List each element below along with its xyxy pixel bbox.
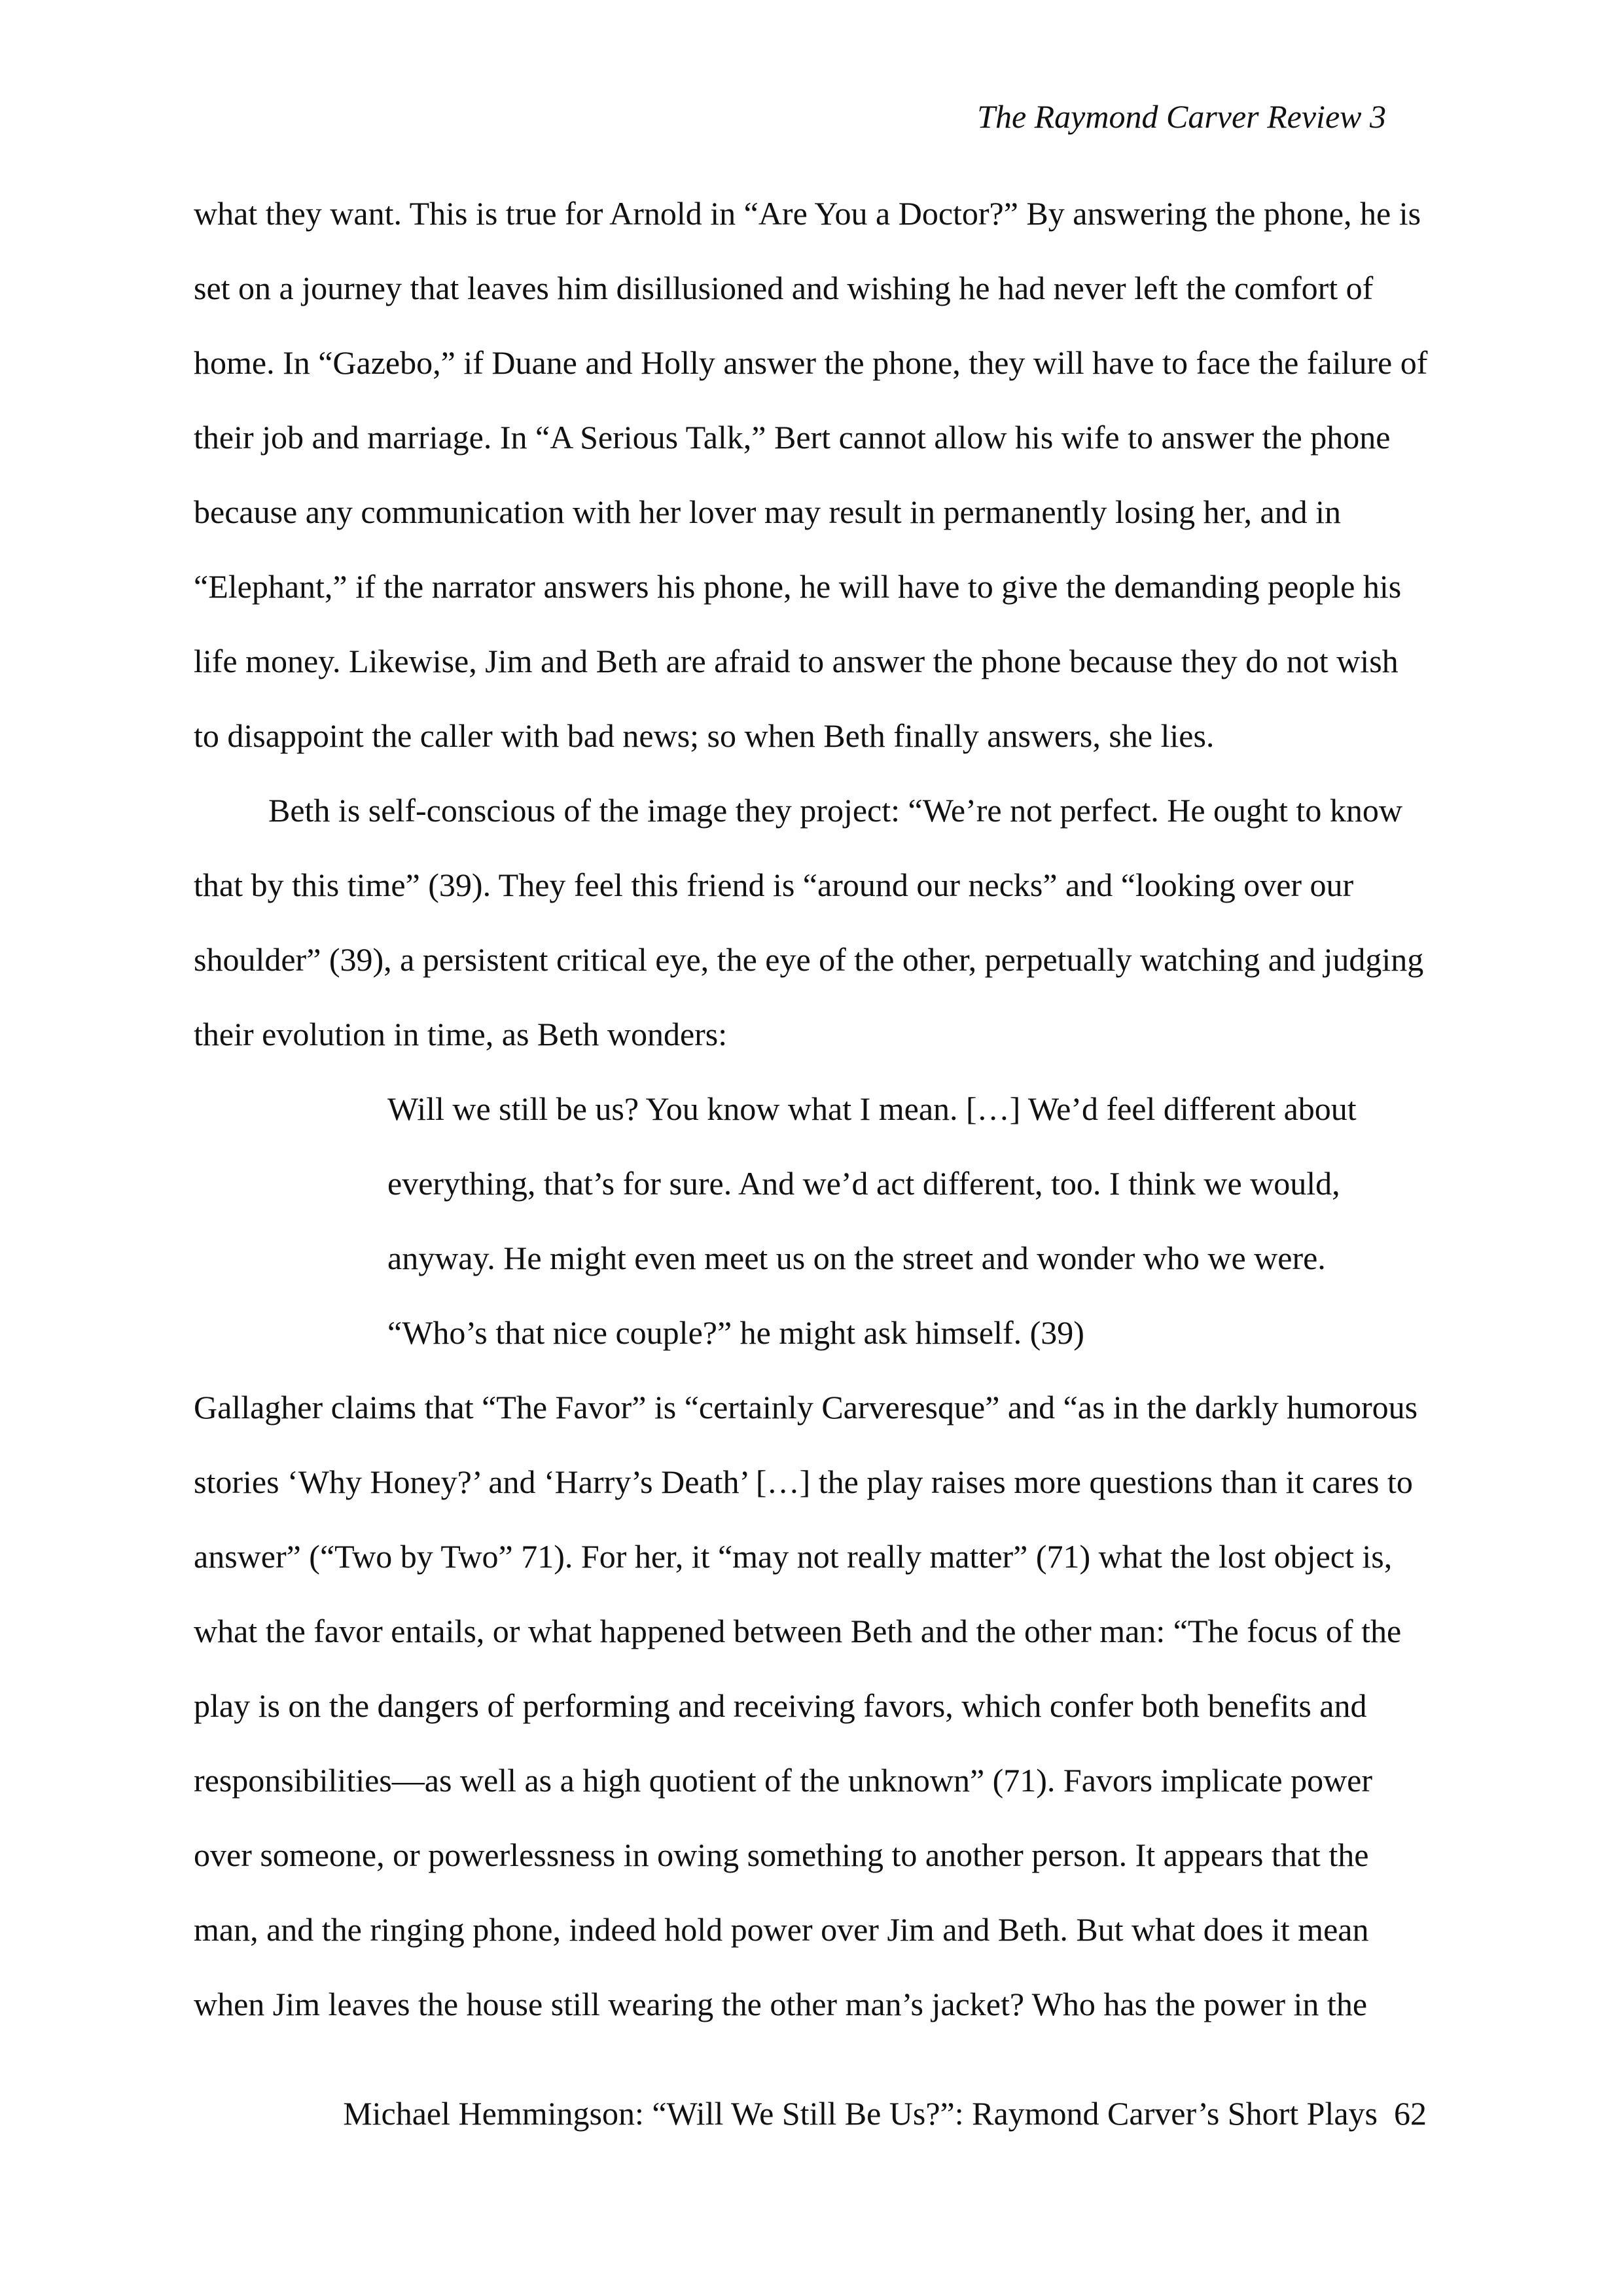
- paragraph-1-line: because any communication with her lover may result in permanently losing her, and in: [194, 493, 1342, 530]
- paragraph-3-line: stories ‘Why Honey?’ and ‘Harry’s Death’ […] the play raises more questions than it cares to: [194, 1463, 1413, 1500]
- paragraph-3-line: Gallagher claims that “The Favor” is “certainly Carveresque” and “as in the darkly humorous: [194, 1389, 1418, 1426]
- paragraph-3-line: play is on the dangers of performing and receiving favors, which confer both benefits and: [194, 1687, 1367, 1724]
- paragraph-1-line: “Elephant,” if the narrator answers his phone, he will have to give the demanding people his: [194, 568, 1402, 605]
- blockquote-line: Will we still be us? You know what I mean. […] We’d feel different about: [387, 1090, 1357, 1127]
- page-number: 62: [1394, 2095, 1427, 2132]
- page-footer: [343, 2094, 1427, 2133]
- paragraph-1-line: set on a journey that leaves him disillusioned and wishing he had never left the comfort of: [194, 270, 1374, 306]
- paragraph-1-line: home. In “Gazebo,” if Duane and Holly answer the phone, they will have to face the failure of: [194, 344, 1428, 381]
- paragraph-2-line: that by this time” (39). They feel this friend is “around our necks” and “looking over our: [194, 867, 1354, 903]
- blockquote-line: “Who’s that nice couple?” he might ask himself. (39): [387, 1314, 1084, 1351]
- blockquote-line: everything, that’s for sure. And we’d act different, too. I think we would,: [387, 1165, 1340, 1202]
- running-header: The Raymond Carver Review 3: [977, 98, 1386, 135]
- paragraph-2-line: shoulder” (39), a persistent critical eye, the eye of the other, perpetually watching and judging: [194, 941, 1424, 978]
- paragraph-3-line: man, and the ringing phone, indeed hold power over Jim and Beth. But what does it mean: [194, 1911, 1369, 1948]
- paragraph-3-line: answer” (“Two by Two” 71). For her, it “may not really matter” (71) what the lost object is,: [194, 1538, 1393, 1575]
- paragraph-3-line: responsibilities—as well as a high quotient of the unknown” (71). Favors implicate power: [194, 1762, 1373, 1799]
- paragraph-1-line: to disappoint the caller with bad news; so when Beth finally answers, she lies.: [194, 717, 1215, 754]
- paragraph-2-line: Beth is self-conscious of the image they project: “We’re not perfect. He ought to know: [268, 792, 1402, 829]
- footer-citation: Michael Hemmingson: “Will We Still Be Us?”: Raymond Carver’s Short Plays: [343, 2095, 1378, 2132]
- paragraph-3-line: what the favor entails, or what happened between Beth and the other man: “The focus of the: [194, 1613, 1402, 1649]
- paragraph-3-line: over someone, or powerlessness in owing something to another person. It appears that the: [194, 1837, 1369, 1873]
- paragraph-1-line: what they want. This is true for Arnold in “Are You a Doctor?” By answering the phone, he is: [194, 195, 1421, 232]
- paragraph-2-line: their evolution in time, as Beth wonders:: [194, 1016, 728, 1052]
- paragraph-3-line: when Jim leaves the house still wearing the other man’s jacket? Who has the power in the: [194, 1986, 1368, 2022]
- paragraph-1-line: their job and marriage. In “A Serious Talk,” Bert cannot allow his wife to answer the phone: [194, 419, 1391, 456]
- blockquote-line: anyway. He might even meet us on the street and wonder who we were.: [387, 1240, 1326, 1276]
- paragraph-1-line: life money. Likewise, Jim and Beth are afraid to answer the phone because they do not wish: [194, 643, 1399, 679]
